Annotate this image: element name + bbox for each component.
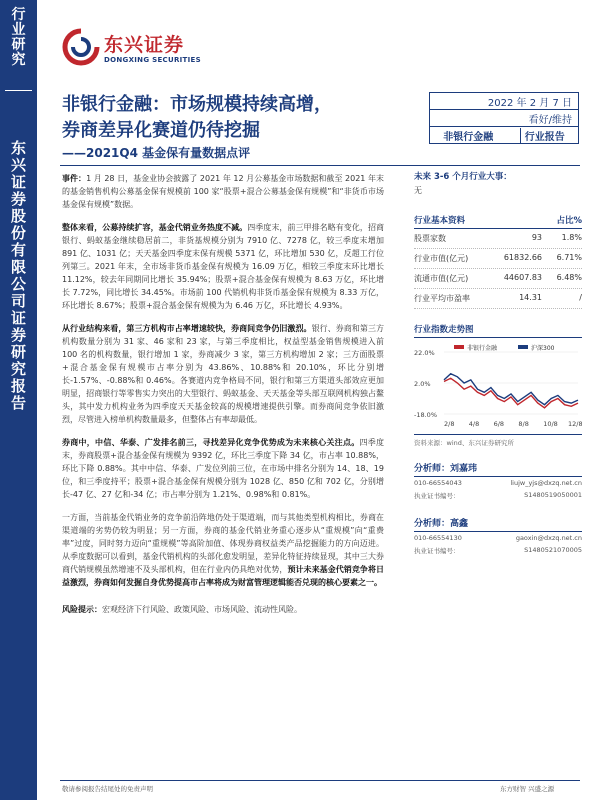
event-text: 1 月 28 日，基金业协会披露了 2021 年 12 月公募基金市场数据和截至 2021 年末的基金销售机构公募基金保有规模前 100 家“股票+混合公募基金保有规模”和“非货币市场基金保有规模”数据。 [62,174,384,209]
x-tick-label: 12/8 [568,420,582,428]
analyst-2-phone: 010-66554130 [414,534,462,542]
x-tick-label: 10/8 [543,420,558,428]
paragraph-structure [62,322,384,426]
report-date: 2022 年 2 月 7 日 [430,93,578,110]
brokers-text: 四季度末，券商股票+混合基金保有规模为 9392 亿，环比三季度下降 34 亿，市占率 10.88%，环比下降 0.88%。其中中信、华泰、广发位列前三位，在市场中排名分别为 14、18、19 位，和三季度持平；股票+混合基金保有规模分别为 1028 亿、850 亿和 702 亿，分别增长-47 亿、27 亿和-34 亿；市占率分别为 1.21%、0.98%和 0.81%。 [62,438,385,499]
analyst-2-name: 分析师：高鑫 [414,516,582,532]
structure-lead: 从行业结构来看，第三方机构市占率增速较快，券商间竞争仍旧激烈。 [62,324,312,333]
basic-cell-k: 行业市值(亿元) [414,254,469,263]
report-title-line2: 券商差异化赛道仍待挖掘 [62,120,260,141]
basic-cell-p: 1.8% [561,233,582,242]
future-events-value: 无 [414,186,422,195]
basic-cell-v: 93 [531,233,542,242]
paragraph-event [62,172,384,211]
analyst-1-cert-number: S1480519050001 [524,491,582,499]
sidebar-company-name: 东兴证券股份有限公司证券研究报告 [10,139,26,412]
basic-cell-p: 6.48% [556,273,582,282]
header-divider [60,165,580,166]
basic-row [414,269,582,289]
basic-cell-v: 61832.66 [503,253,542,262]
basic-row [414,289,582,309]
basic-cell-p: 6.71% [556,253,582,262]
analyst-1-cert [414,489,582,502]
logo-name-cn: 东兴证券 [104,34,185,56]
legend-label-0: 非银行金融 [467,345,498,352]
y-tick-label: 2.0% [414,380,431,388]
analyst-block-1 [414,461,582,502]
report-info-box [429,92,579,144]
basic-cell-p: / [579,293,582,302]
analyst-2-contact [414,532,582,544]
analyst-2-cert [414,544,582,557]
sidebar-divider [5,90,32,91]
paragraph-outlook [62,511,384,589]
sidebar-category: 行业研究 [11,7,26,68]
chart-heading-label: 行业指数走势图 [414,325,474,335]
risk-text: 宏观经济下行风险、政策风险、市场风险、流动性风险。 [102,605,302,614]
report-title-line1: 非银行金融：市场规模持续高增， [62,94,332,115]
analyst-1-phone: 010-66554043 [414,479,462,487]
report-tags [430,127,578,144]
footer-slogan: 东方财智 兴盛之源 [500,785,555,793]
chart-source: 资料来源：wind、东兴证券研究所 [414,434,582,447]
y-tick-label: 22.0% [414,349,435,357]
risk-label: 风险提示： [62,605,102,614]
main-body [62,172,384,626]
report-subtitle: ——2021Q4 基金保有量数据点评 [62,146,251,160]
index-chart-svg [414,344,582,430]
paragraph-risk [62,603,384,616]
footer-divider [60,780,580,781]
report-rating: 看好/维持 [430,110,578,127]
company-logo [62,28,242,72]
paragraph-overall [62,221,384,312]
x-tick-label: 4/8 [468,420,480,428]
basic-heading-label: 行业基本资料 [414,216,466,226]
right-column [414,170,582,557]
index-chart-heading [414,323,582,338]
tag-report-type: 行业报告 [520,128,565,143]
legend-label-1: 沪深300 [531,345,555,352]
future-events-heading: 未来 3-6 个月行业大事： [414,172,512,182]
index-chart-section [414,323,582,447]
footer-disclaimer: 敬请参阅报告结尾处的免责声明 [62,785,153,793]
analyst-2-cert-number: S1480521070005 [524,546,582,554]
structure-text: 银行、券商和第三方机构数量分别为 31 家、46 家和 23 家，与第三季度相比，权益型基金销售规模进入前 100 名的机构数量，银行增加 1 家，券商减少 3 家，第三方机构增加 2 家；三方面股票+混合基金保有规模市占率分别为 43.86%、10.88%和 20.10%，环比分别增长-1.57%、-0.88%和 0.46%。各赛道内竞争格局不同，银行和第三方渠道头部效应更加明显，招商银行等零售实力突出的大型银行、蚂蚁基金、天天基金等头部互联网机构独占鳌头，其中发力机构业务为四季度天天基金较高的规模增速提供引擎。而券商间竞争依旧激烈，尽管进入榜单机构数量最多，但整体占有率却最低。 [62,324,385,424]
analyst-1-name: 分析师：刘嘉玮 [414,461,582,477]
sidebar [0,0,37,800]
tag-industry: 非银行金融 [443,132,494,143]
x-tick-label: 8/8 [518,420,529,428]
legend-swatch-0 [454,345,464,349]
analyst-1-email: liujw_yjs@dxzq.net.cn [510,479,582,487]
basic-cell-v: 14.31 [519,293,542,302]
basic-row [414,229,582,249]
industry-basic-table [414,229,582,309]
analyst-block-2 [414,516,582,557]
brokers-lead: 券商中，中信、华泰、广发排名前三，寻找差异化竞争优势成为未来核心关注点。 [62,438,360,447]
analyst-1-contact [414,477,582,489]
index-chart [414,344,582,430]
analyst-1-cert-label: 执业证书编号： [414,492,460,500]
logo-name-en: DONGXING SECURITIES [104,56,201,64]
analyst-2-cert-label: 执业证书编号： [414,547,460,555]
x-tick-label: 6/8 [493,420,505,428]
y-tick-label: -18.0% [414,411,437,419]
logo-swirl-icon [62,28,100,66]
legend-swatch-1 [518,345,528,349]
event-label: 事件： [62,174,87,183]
paragraph-brokers [62,436,384,501]
x-tick-label: 2/8 [444,420,455,428]
analyst-2-email: gaoxin@dxzq.net.cn [515,534,582,542]
industry-basic-heading [414,214,582,229]
basic-cell-v: 44607.83 [503,273,542,282]
basic-pct-label: 占比% [556,216,582,226]
basic-cell-k: 行业平均市盈率 [414,294,470,303]
basic-cell-k: 流通市值(亿元) [414,274,469,283]
basic-row [414,249,582,269]
overall-text: 四季度末，前三甲排名略有变化，招商银行、蚂蚁基金继续稳居前二，非货基规模分别为 7910 亿、7278 亿，较三季度末增加 891 亿、1031 亿；天天基金四季度末保有规模 5371 亿，环比增加 530 亿，反超工行位列第三。2021 年末，全市场非货币基金保有规模为 16.09 万亿，相较三季度末环比增长 11.12%，较去年同期同比增长 35.94%；股票+混合基金保有规模为 8.63 万亿，环比增长 7.72%，同比增长 34.45%。市场前 100 代销机构非货币基金保有规模为 8.33 万亿，环比增长 8.67%；股票+混合基金保有规模为为 6.46 万亿，环比增长 4.93%。 [62,223,385,310]
outlook-text: 一方面，当前基金代销业务的竞争前沿阵地仍处于渠道端，而与其他类型机构相比，券商在渠道端的劣势仍较为明显；另一方面，券商的基金代销业务重心逐步从“重规模”向“重费率”过度，同时努力迈向“重规模”等高阶加值、体现券商权益类产品挖掘能力的方向迈进。从季度数据可以看到，基金代销机构的头部化愈发明显，差异化特征持续显现，其中三大券商代销规模虽然增速不及头部机构，但在行业内仍具绝对优势， [62,513,384,574]
overall-lead: 整体来看，公募持续扩容，基金代销业务热度不减。 [62,223,248,232]
basic-cell-k: 股票家数 [414,234,446,243]
outlook-conclusion: 预计未来基金代销竞争将日益激烈，券商如何发掘自身优势提高市占率将成为财富管理逻辑能否兑现的核心要素之一。 [62,565,385,587]
